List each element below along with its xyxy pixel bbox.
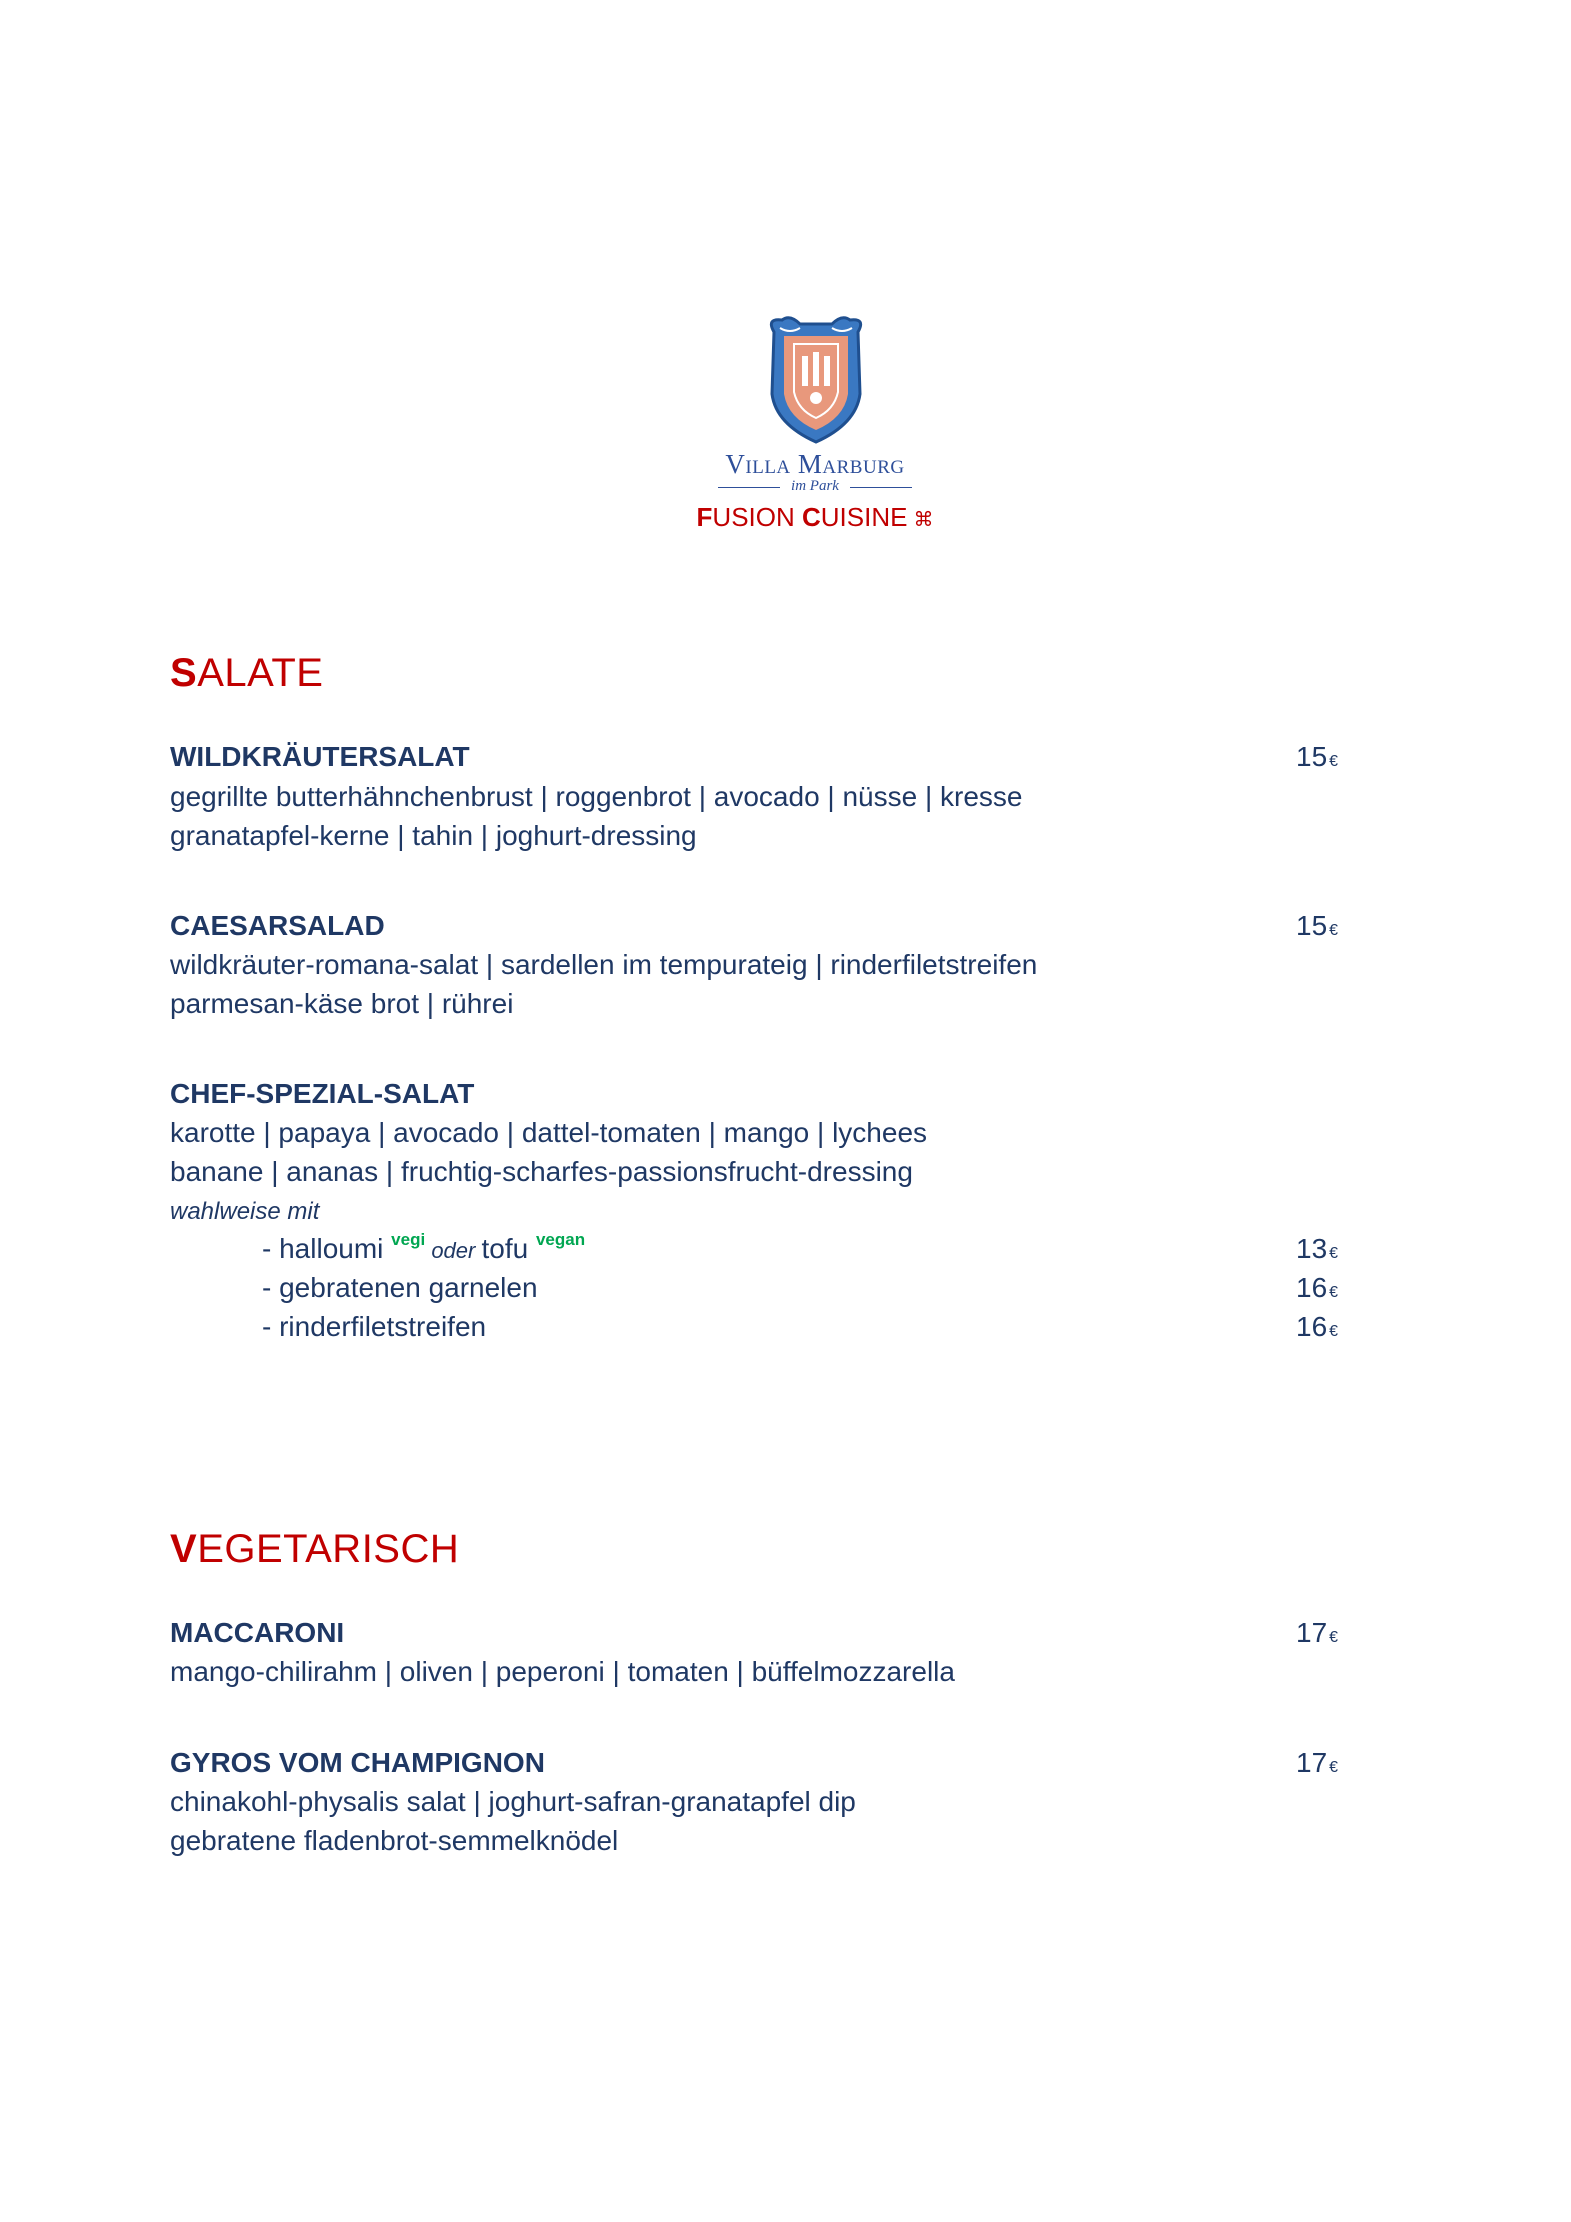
option-price	[1296, 1232, 1376, 1271]
currency-symbol: €	[1329, 1323, 1339, 1340]
currency-symbol: €	[1329, 1629, 1339, 1646]
option-line	[262, 1232, 585, 1270]
currency-symbol: €	[1329, 1759, 1339, 1776]
dish-price	[1296, 909, 1376, 948]
option-text: - halloumi	[262, 1233, 392, 1264]
price-value: 13	[1296, 1233, 1328, 1264]
dish-description: wildkräuter-romana-salat | sardellen im tempurateig | rinderfiletstreifen	[170, 949, 1038, 980]
tagline-part-1: USION	[712, 502, 802, 532]
option-price	[1296, 1271, 1376, 1310]
price-value: 15	[1296, 741, 1328, 772]
currency-symbol: €	[1329, 1284, 1339, 1301]
dish-description: banane | ananas | fruchtig-scharfes-passionsfrucht-dressing	[170, 1156, 913, 1187]
currency-symbol: €	[1329, 922, 1339, 939]
price-value: 16	[1296, 1311, 1328, 1342]
dish-description: karotte | papaya | avocado | dattel-tomaten | mango | lychees	[170, 1117, 928, 1148]
dish-description: gebratene fladenbrot-semmelknödel	[170, 1825, 619, 1856]
dish-description: granatapfel-kerne | tahin | joghurt-dressing	[170, 820, 697, 851]
section-title-rest: ALATE	[197, 651, 324, 695]
price-value: 15	[1296, 910, 1328, 941]
dish-price	[1296, 1616, 1376, 1655]
villa-crest-logo	[760, 314, 872, 444]
brand-subtitle: im Park	[700, 478, 930, 494]
price-value: 17	[1296, 1747, 1328, 1778]
dish-name: CHEF-SPEZIAL-SALAT	[170, 1078, 475, 1109]
dish-price	[1296, 1746, 1376, 1785]
currency-symbol: €	[1329, 753, 1339, 770]
section-title-salate	[170, 651, 323, 695]
dish-name: GYROS VOM CHAMPIGNON	[170, 1747, 545, 1778]
dish-description: parmesan-käse brot | rührei	[170, 988, 514, 1019]
option-price	[1296, 1310, 1376, 1349]
brand-block	[700, 450, 930, 494]
section-title-rest: EGETARISCH	[197, 1527, 460, 1571]
price-value: 17	[1296, 1617, 1328, 1648]
section-initial: S	[170, 651, 198, 695]
tagline-initial-2: C	[802, 502, 821, 532]
option-line: - rinderfiletstreifen	[262, 1311, 487, 1342]
tagline-part-2: UISINE	[820, 502, 908, 532]
price-value: 16	[1296, 1272, 1328, 1303]
diet-tag: vegi	[391, 1230, 426, 1249]
dish-description: mango-chilirahm | oliven | peperoni | tomaten | büffelmozzarella	[170, 1656, 955, 1687]
section-initial: V	[170, 1527, 198, 1571]
tagline-initial-1: F	[696, 502, 713, 532]
section-title-vegetarisch	[170, 1527, 459, 1571]
dish-price	[1296, 740, 1376, 779]
brand-name: Villa Marburg	[725, 449, 905, 479]
diet-tag: vegan	[535, 1230, 586, 1249]
currency-symbol: €	[1329, 1245, 1339, 1262]
option-text: tofu	[481, 1233, 536, 1264]
dish-name: MACCARONI	[170, 1617, 345, 1648]
dish-name: WILDKRÄUTERSALAT	[170, 741, 470, 772]
option-line: - gebratenen garnelen	[262, 1272, 538, 1303]
dish-name: CAESARSALAD	[170, 910, 385, 941]
option-note: wahlweise mit	[170, 1198, 320, 1225]
dish-description: chinakohl-physalis salat | joghurt-safran-granatapfel dip	[170, 1786, 856, 1817]
tagline	[640, 502, 990, 535]
option-connector: oder	[425, 1238, 482, 1263]
dish-description: gegrillte butterhähnchenbrust | roggenbrot | avocado | nüsse | kresse	[170, 781, 1023, 812]
command-symbol-icon: ⌘	[913, 509, 934, 531]
